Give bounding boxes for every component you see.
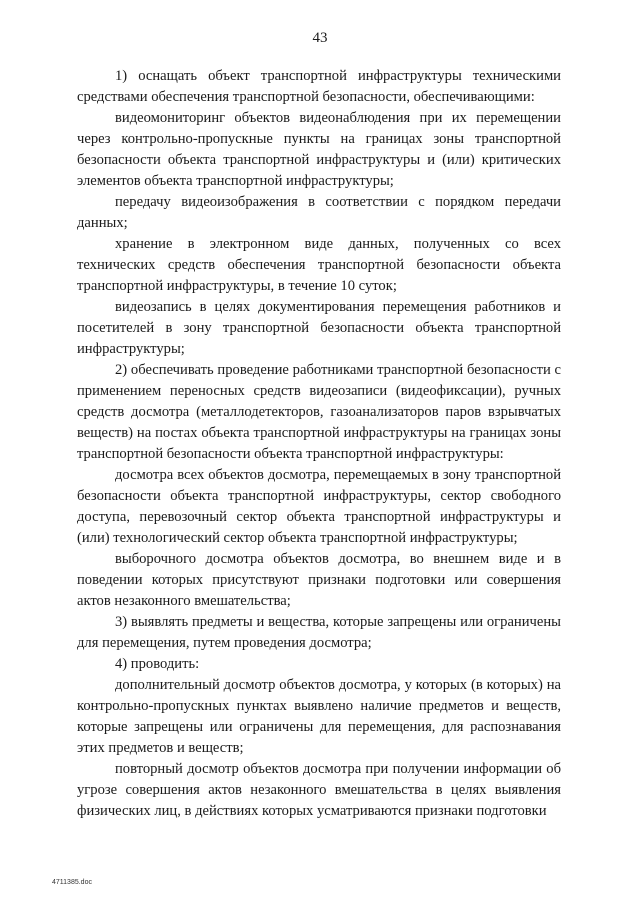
paragraph-9: 3) выявлять предметы и вещества, которые запрещены или ограничены для перемещения, путем проведения досмотра; [77, 614, 561, 651]
paragraph-11: дополнительный досмотр объектов досмотра, у которых (в которых) на контрольно-пропускных пунктах выявлено наличие предметов и веществ, которые запрещены или ограничены для перемещения, для распознавания этих предметов и веществ; [77, 677, 561, 756]
paragraph-4: хранение в электронном виде данных, полученных со всех технических средств обеспечения транспортной безопасности объекта транспортной инфраструктуры, в течение 10 суток; [77, 236, 561, 294]
document-body [77, 66, 561, 822]
paragraph-3: передачу видеоизображения в соответствии с порядком передачи данных; [77, 194, 561, 231]
paragraph-8: выборочного досмотра объектов досмотра, во внешнем виде и в поведении которых присутствуют признаки подготовки или совершения актов незаконного вмешательства; [77, 551, 561, 609]
paragraph-5: видеозапись в целях документирования перемещения работников и посетителей в зону транспортной безопасности объекта транспортной инфраструктуры; [77, 299, 561, 357]
paragraph-2: видеомониторинг объектов видеонаблюдения при их перемещении через контрольно-пропускные пункты на границах зоны транспортной безопасности объекта транспортной инфраструктуры и (или) критических элементов объекта транспортной инфраструктуры; [77, 110, 561, 189]
paragraph-12: повторный досмотр объектов досмотра при получении информации об угрозе совершения актов незаконного вмешательства в целях выявления физических лиц, в действиях которых усматриваются признаки подготовки [77, 761, 561, 819]
paragraph-6: 2) обеспечивать проведение работниками транспортной безопасности с применением переносных средств видеозаписи (видеофиксации), ручных средств досмотра (металлодетекторов, газоанализаторов паров взрывчатых веществ) на постах объекта транспортной инфраструктуры на границах зоны транспортной безопасности объекта транспортной инфраструктуры: [77, 362, 561, 462]
page-number: 43 [312, 30, 328, 46]
paragraph-1: 1) оснащать объект транспортной инфраструктуры техническими средствами обеспечения транспортной безопасности, обеспечивающими: [77, 68, 561, 105]
paragraph-10: 4) проводить: [115, 656, 200, 672]
paragraph-7: досмотра всех объектов досмотра, перемещаемых в зону транспортной безопасности объекта транспортной инфраструктуры, сектор свободного доступа, перевозочный сектор объекта транспортной инфраструктуры и (или) технологический сектор объекта транспортной инфраструктуры; [77, 467, 561, 546]
footer-filename: 4711385.doc [52, 879, 92, 886]
